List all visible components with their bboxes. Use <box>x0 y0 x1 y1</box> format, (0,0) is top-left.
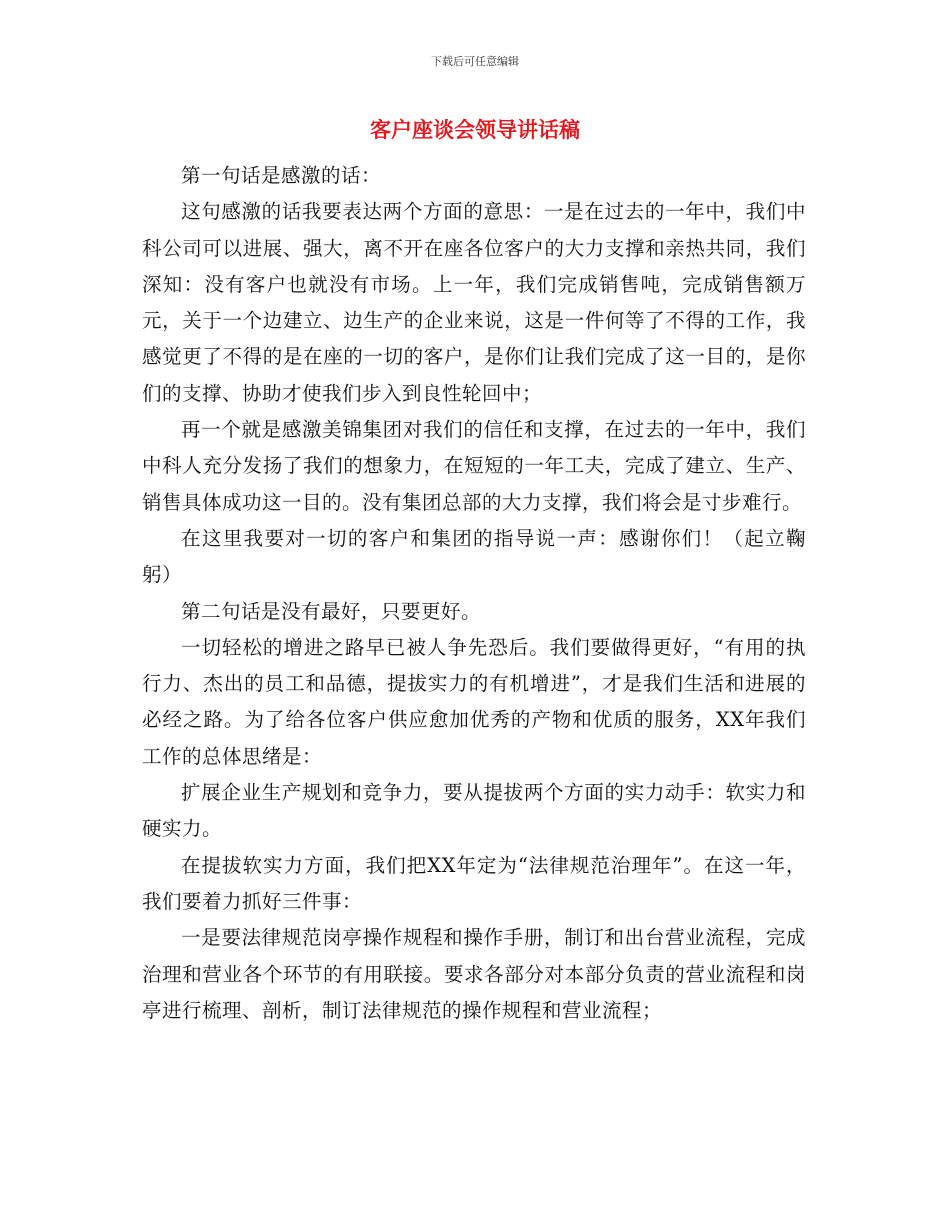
paragraph-1: 第一句话是感激的话： <box>181 164 382 187</box>
paragraph-8: 在提拔软实力方面，我们把XX年定为“法律规范治理年”。在这一年，我们要着力抓好三件事： <box>142 853 806 913</box>
paragraph-9: 一是要法律规范岗亭操作规程和操作手册，制订和出台营业流程，完成治理和营业各个环节的有用联接。要求各部分对本部分负责的营业流程和岗亭进行梳理、剖析，制订法律规范的操作规程和营业流程； <box>142 926 806 1022</box>
paragraph-5: 第二句话是没有最好，只要更好。 <box>181 599 482 623</box>
document-body <box>142 158 806 1029</box>
paragraph-4: 在这里我要对一切的客户和集团的指导说一声：感谢你们！（起立鞠躬） <box>142 526 806 587</box>
paragraph-6: 一切轻松的增进之路早已被人争先恐后。我们要做得更好，“有用的执行力、杰出的员工和品德，提拔实力的有机增进”，才是我们生活和进展的必经之路。为了给各位客户供应愈加优秀的产物和优质的服务，XX年我们工作的总体思绪是： <box>142 635 806 768</box>
paragraph-2: 这句感激的话我要表达两个方面的意思：一是在过去的一年中，我们中科公司可以进展、强大，离不开在座各位客户的大力支撑和亲热共同，我们深知：没有客户也就没有市场。上一年，我们完成销售吨，完成销售额万元，关于一个边建立、边生产的企业来说，这是一件何等了不得的工作，我感觉更了不得的是在座的一切的客户，是你们让我们完成了这一目的，是你们的支撑、协助才使我们步入到良性轮回中； <box>142 200 806 405</box>
document-title: 客户座谈会领导讲话稿 <box>370 118 580 142</box>
paragraph-7: 扩展企业生产规划和竞争力，要从提拔两个方面的实力动手：软实力和硬实力。 <box>142 781 806 841</box>
page-header-note: 下载后可任意编辑 <box>431 55 519 68</box>
paragraph-3: 再一个就是感激美锦集团对我们的信任和支撑，在过去的一年中，我们中科人充分发扬了我们的想象力，在短短的一年工夫，完成了建立、生产、销售具体成功这一目的。没有集团总部的大力支撑，我们将会是寸步难行。 <box>142 418 806 514</box>
